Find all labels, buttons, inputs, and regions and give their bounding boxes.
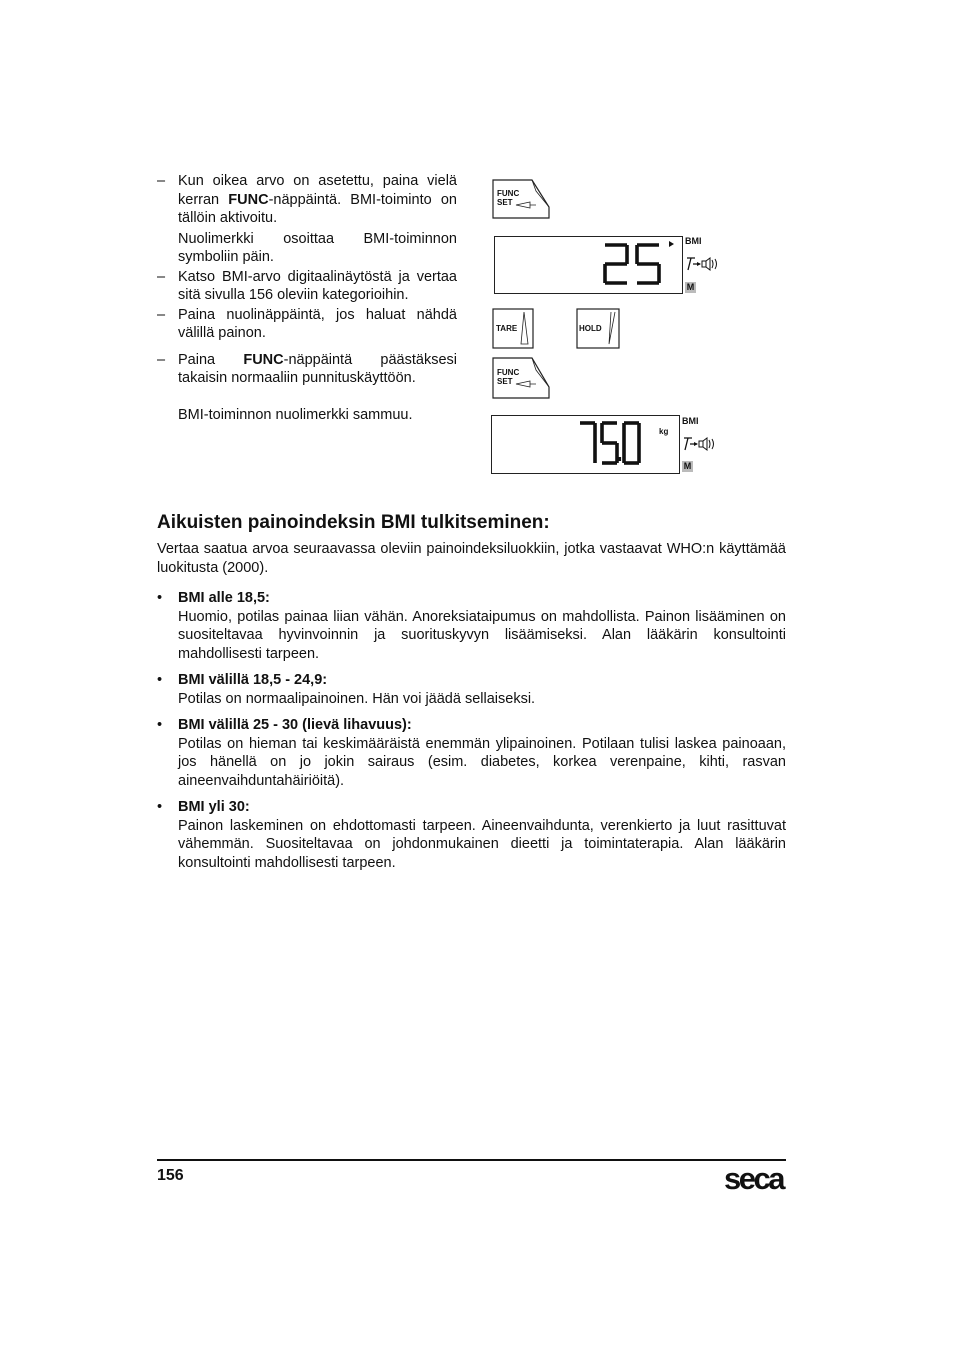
list-item [157,798,786,872]
bmi-lcd-display [494,236,683,294]
step-item [157,172,457,267]
dash-marker: – [157,173,166,189]
seca-logo: seca [724,1161,783,1196]
memory-indicator: M [686,282,695,292]
category-text: Painon laskeminen on ehdottomasti tarpeen. Aineenvaihdunta, verenkierto ja luut rasittuvat vähemmän. Suositeltavaa on johdonmukainen dieetti ja toimintaterapia. Alan lääkärin konsultointi mahdollisesti tarpeen. [178,817,786,871]
bullet-marker: • [157,590,163,606]
tare-key-illustration [492,308,534,348]
func-set-key-illustration [492,179,546,217]
key-label-line2: SET [497,377,513,386]
dash-marker: – [157,306,166,323]
weight-lcd-digits [578,421,658,467]
list-item [157,671,786,708]
tare-key-label: TARE [496,324,518,333]
bmi-category-list [157,589,786,880]
step-text: Paina nuolinäppäintä, jos haluat nähdä välillä painon. [178,306,457,341]
hold-key-illustration [576,308,620,348]
list-item [157,716,786,790]
steps-note: BMI-toiminnon nuolimerkki sammuu. [178,406,413,423]
bullet-marker: • [157,672,163,688]
category-text: Potilas on normaalipainoinen. Hän voi jäädä sellaiseksi. [178,690,536,707]
step-extra-text: Nuolimerkki osoittaa BMI-toiminnon symboliin päin. [178,230,457,265]
category-text: Huomio, potilas painaa liian vähän. Anoreksiataipumus on mahdollista. Painon lisääminen on suositeltavaa hyvinvoinnin ja suorituskyvyn lisäämiseksi. Alan lääkärin konsultointi mahdollisesti tarpeen. [178,608,786,662]
tare-hold-symbol-icon [684,256,720,272]
step-text: Kun oikea arvo on asetettu, paina vielä kerran FUNC-näppäintä. BMI-toiminto on tällöin aktivoitu. [178,173,457,226]
lcd-decimal-point [617,457,621,461]
memory-indicator: M [683,461,692,471]
key-label-line1: FUNC [497,189,520,198]
bullet-marker: • [157,717,163,733]
key-label-line1: FUNC [497,368,520,377]
instruction-steps [157,172,457,424]
dash-marker: – [157,268,166,285]
category-heading: BMI välillä 18,5 - 24,9: [178,672,328,688]
func-key-name: FUNC [228,191,269,208]
weight-lcd-display [491,415,680,474]
weight-unit-label: kg [659,427,669,436]
category-heading: BMI alle 18,5: [178,590,270,606]
step-item [157,268,457,305]
bmi-symbol-label: BMI [685,236,702,246]
tare-hold-symbol-icon [681,436,717,452]
func-set-key-illustration [492,357,546,395]
category-heading: BMI yli 30: [178,799,250,815]
category-heading: BMI välillä 25 - 30 (lievä lihavuus): [178,717,412,733]
section-title: Aikuisten painoindeksin BMI tulkitseminen: [157,512,550,533]
arrow-indicator-icon [669,241,675,247]
dash-marker: – [157,351,166,368]
bmi-symbol-label: BMI [682,416,699,426]
page-number: 156 [157,1167,184,1184]
bullet-marker: • [157,799,163,815]
step-text: Paina FUNC-näppäintä päästäksesi takaisin normaaliin punnituskäyttöön. [178,351,457,386]
footer-rule [157,1159,786,1161]
step-item [157,306,457,343]
bmi-lcd-digits [603,243,663,287]
list-item [157,589,786,663]
step-text: Katso BMI-arvo digitaalinäytöstä ja vertaa sitä sivulla 156 oleviin kategorioihin. [178,268,457,303]
section-intro: Vertaa saatua arvoa seuraavassa oleviin painoindeksiluokkiin, jotka vastaavat WHO:n käyttämää luokitusta (2000). [157,541,786,576]
func-key-name: FUNC [243,351,284,368]
hold-key-label: HOLD [579,324,602,333]
step-item [157,351,457,388]
key-label-line2: SET [497,198,513,207]
category-text: Potilas on hieman tai keskimääräistä enemmän ylipainoinen. Potilaan tulisi laskea painoaan, jos hänellä on jo jokin sairaus (esim. diabetes, korkea verenpaine, kihti, rasvan aineenvaihduntahäiriöitä). [178,735,786,789]
